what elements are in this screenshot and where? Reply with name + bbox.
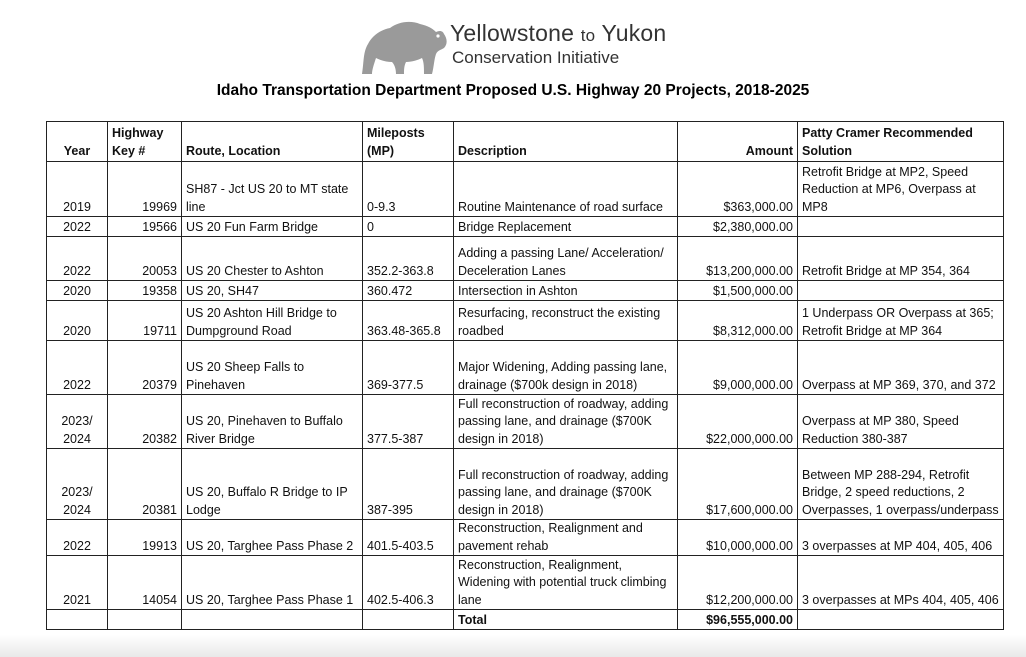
org-name-part1: Yellowstone [450,20,575,46]
cell-solution: 3 overpasses at MPs 404, 405, 406 [798,556,1004,610]
org-name-to: to [580,26,596,45]
cell-year: 2020 [47,281,108,301]
cell-description: Full reconstruction of roadway, adding passing lane, and drainage ($700K design in 2018) [454,449,678,520]
organization-logo [358,8,678,76]
total-label: Total [454,610,678,630]
cell-solution [798,281,1004,301]
cell-amount: $10,000,000.00 [678,520,798,556]
cell-mileposts: 369-377.5 [363,341,454,395]
cell-solution: 1 Underpass OR Overpass at 365; Retrofit Bridge at MP 364 [798,301,1004,341]
cell-amount: $363,000.00 [678,162,798,217]
cell-route [182,610,363,630]
cell-key: 20381 [108,449,182,520]
cell-description: Adding a passing Lane/ Acceleration/ Deceleration Lanes [454,237,678,281]
table-row [47,237,1004,281]
cell-description: Full reconstruction of roadway, adding passing lane, and drainage ($700K design in 2018) [454,395,678,449]
cell-year: 2022 [47,520,108,556]
table-row [47,341,1004,395]
cell-year: 2023/ 2024 [47,449,108,520]
cell-year: 2023/ 2024 [47,395,108,449]
cell-amount: $1,500,000.00 [678,281,798,301]
cell-description: Reconstruction, Realignment and pavement rehab [454,520,678,556]
cell-route: US 20 Fun Farm Bridge [182,217,363,237]
header-description: Description [454,122,678,162]
header-mileposts: Mileposts (MP) [363,122,454,162]
cell-solution: Overpass at MP 369, 370, and 372 [798,341,1004,395]
cell-amount: $13,200,000.00 [678,237,798,281]
cell-key: 19969 [108,162,182,217]
cell-amount: $12,200,000.00 [678,556,798,610]
cell-route: US 20 Sheep Falls to Pinehaven [182,341,363,395]
cell-key: 20382 [108,395,182,449]
cell-description: Major Widening, Adding passing lane, drainage ($700k design in 2018) [454,341,678,395]
cell-description: Routine Maintenance of road surface [454,162,678,217]
cell-year: 2019 [47,162,108,217]
cell-key: 14054 [108,556,182,610]
cell-key: 19913 [108,520,182,556]
cell-amount: $2,380,000.00 [678,217,798,237]
header-year: Year [47,122,108,162]
cell-route: US 20, SH47 [182,281,363,301]
cell-key: 19711 [108,301,182,341]
cell-key [108,610,182,630]
header-solution: Patty Cramer Recommended Solution [798,122,1004,162]
document-title: Idaho Transportation Department Proposed U.S. Highway 20 Projects, 2018-2025 [216,82,810,99]
header-amount: Amount [678,122,798,162]
page-edge-shadow [0,635,1026,657]
table-row [47,556,1004,610]
org-name-part2: Yukon [601,20,667,46]
cell-route: US 20, Targhee Pass Phase 2 [182,520,363,556]
cell-route: US 20 Chester to Ashton [182,237,363,281]
cell-amount: $8,312,000.00 [678,301,798,341]
total-row [47,610,1004,630]
cell-key: 19566 [108,217,182,237]
grizzly-bear-icon [358,14,450,76]
cell-mileposts: 0-9.3 [363,162,454,217]
total-amount: $96,555,000.00 [678,610,798,630]
table-row [47,281,1004,301]
cell-year: 2022 [47,341,108,395]
cell-key: 20053 [108,237,182,281]
cell-year: 2022 [47,237,108,281]
cell-route: US 20 Ashton Hill Bridge to Dumpground Road [182,301,363,341]
cell-year: 2022 [47,217,108,237]
org-subtitle: Conservation Initiative [452,48,620,67]
cell-mileposts: 402.5-406.3 [363,556,454,610]
cell-description: Bridge Replacement [454,217,678,237]
cell-solution: 3 overpasses at MP 404, 405, 406 [798,520,1004,556]
projects-table [46,121,1004,630]
cell-key: 19358 [108,281,182,301]
cell-year: 2020 [47,301,108,341]
cell-year [47,610,108,630]
cell-mileposts: 0 [363,217,454,237]
table-row [47,395,1004,449]
cell-route: US 20, Pinehaven to Buffalo River Bridge [182,395,363,449]
table-row [47,217,1004,237]
cell-description: Intersection in Ashton [454,281,678,301]
cell-amount: $9,000,000.00 [678,341,798,395]
cell-solution: Retrofit Bridge at MP 354, 364 [798,237,1004,281]
cell-solution: Retrofit Bridge at MP2, Speed Reduction at MP6, Overpass at MP8 [798,162,1004,217]
cell-description: Resurfacing, reconstruct the existing roadbed [454,301,678,341]
cell-year: 2021 [47,556,108,610]
cell-solution [798,610,1004,630]
cell-mileposts [363,610,454,630]
cell-solution: Overpass at MP 380, Speed Reduction 380-387 [798,395,1004,449]
table-row [47,520,1004,556]
cell-route: US 20, Targhee Pass Phase 1 [182,556,363,610]
cell-description: Reconstruction, Realignment, Widening with potential truck climbing lane [454,556,678,610]
table-row [47,301,1004,341]
cell-mileposts: 363.48-365.8 [363,301,454,341]
cell-solution [798,217,1004,237]
cell-amount: $22,000,000.00 [678,395,798,449]
cell-mileposts: 377.5-387 [363,395,454,449]
header-key: Highway Key # [108,122,182,162]
cell-solution: Between MP 288-294, Retrofit Bridge, 2 speed reductions, 2 Overpasses, 1 overpass/underpass [798,449,1004,520]
header-row [47,122,1004,162]
table-row [47,162,1004,217]
cell-route: US 20, Buffalo R Bridge to IP Lodge [182,449,363,520]
cell-mileposts: 387-395 [363,449,454,520]
cell-key: 20379 [108,341,182,395]
header-route: Route, Location [182,122,363,162]
table-row [47,449,1004,520]
cell-route: SH87 - Jct US 20 to MT state line [182,162,363,217]
cell-amount: $17,600,000.00 [678,449,798,520]
cell-mileposts: 352.2-363.8 [363,237,454,281]
cell-mileposts: 360.472 [363,281,454,301]
cell-mileposts: 401.5-403.5 [363,520,454,556]
